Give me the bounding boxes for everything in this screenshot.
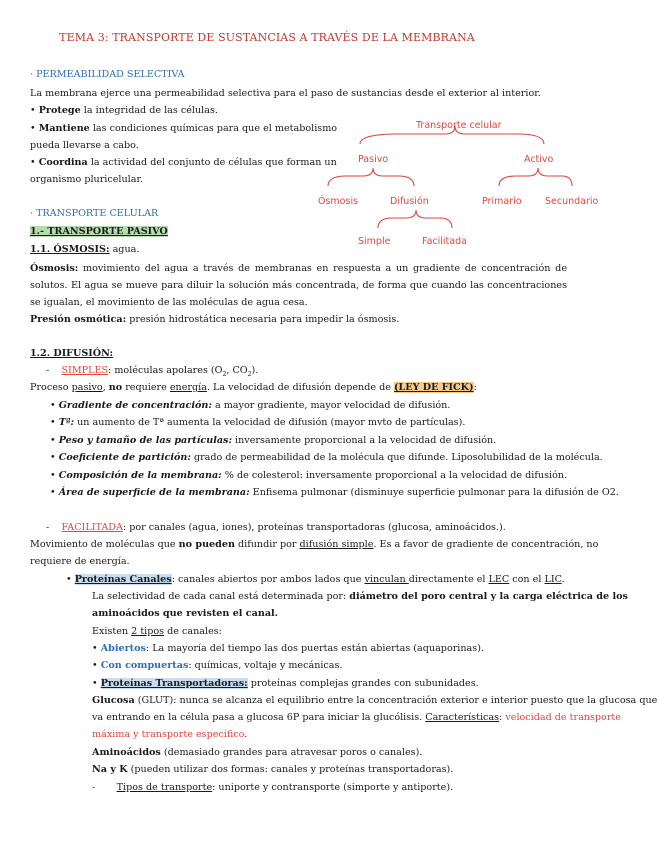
bullet-coordina-cont: organismo pluricelular. — [30, 174, 144, 185]
diagram-brace-difusion — [378, 210, 452, 228]
movimiento-line: Movimiento de moléculas que no pueden difundir por difusión simple. Es a favor de gradiente de concentración, no — [30, 539, 599, 550]
osmosis-subheading: 1.1. ÓSMOSIS: agua. — [30, 244, 140, 255]
bullet-mantiene: • Mantiene las condiciones químicas para que el metabolismo — [30, 123, 338, 134]
factor-area: • Área de superficie de la membrana: Enfisema pulmonar (disminuye superficie pulmonar para la difusión de O2. — [50, 487, 619, 498]
factor-peso: • Peso y tamaño de las partículas: inversamente proporcional a la velocidad de difusión. — [50, 435, 497, 446]
simples-line: - SIMPLES: moléculas apolares ($O_2$, $CO_2$). — [46, 365, 259, 378]
diagram-simple: Simple — [358, 236, 391, 247]
transporte-heading: · TRANSPORTE CELULAR — [30, 208, 159, 219]
diagram-pasivo: Pasivo — [358, 154, 389, 165]
movimiento-cont: requiere de energía. — [30, 556, 130, 567]
pasivo-heading: 1.- TRANSPORTE PASIVO — [30, 226, 168, 237]
diagram-root: Transporte celular — [416, 120, 502, 131]
glucosa-cont: va entrando en la célula pasa a glucosa 6P para iniciar la glucólisis. Características: velocidad de transporte — [92, 712, 621, 723]
diagram-activo: Activo — [524, 154, 554, 165]
factor-composicion: • Composición de la membrana: % de colesterol: inversamente proporcional a la velocidad de difusión. — [50, 470, 568, 481]
diagram-osmosis: Ósmosis — [318, 196, 359, 207]
glucosa-line: Glucosa (GLUT): nunca se alcanza el equilibrio entre la concentración exterior e interior puesto que la glucosa que — [92, 695, 657, 706]
diagram-primario: Primario — [482, 196, 522, 207]
diagram-brace-activo — [499, 168, 572, 186]
bullet-protege: • Protege la integridad de las células. — [30, 105, 218, 116]
proteinas-canales: • Proteínas Canales: canales abiertos por ambos lados que vinculan directamente el LEC con el LIC. — [66, 574, 565, 585]
glucosa-cont2: máxima y transporte específico. — [92, 729, 248, 740]
difusion-heading: 1.2. DIFUSIÓN: — [30, 348, 114, 359]
permeabilidad-intro: La membrana ejerce una permeabilidad selectiva para el paso de sustancias desde el exterior al interior. — [30, 88, 541, 99]
transporte-diagram — [318, 116, 599, 252]
selectividad-line: La selectividad de cada canal está determinada por: diámetro del poro central y la carga eléctrica de los — [92, 591, 628, 602]
diagram-difusion: Difusión — [390, 196, 429, 207]
aminoacidos-line: Aminoácidos (demasiado grandes para atravesar poros o canales). — [92, 747, 423, 758]
tipos-transporte: - Tipos de transporte: uniporte y contransporte (simporte y antiporte). — [92, 782, 454, 793]
bullet-mantiene-cont: pueda llevarse a cabo. — [30, 140, 139, 151]
facilitada-line: - FACILITADA: por canales (agua, iones), proteínas transportadoras (glucosa, aminoácidos.). — [46, 522, 506, 533]
diagram-facilitada: Facilitada — [422, 236, 467, 247]
diagram-secundario: Secundario — [545, 196, 599, 207]
presion-osmotica: Presión osmótica: presión hidrostática necesaria para impedir la ósmosis. — [30, 314, 400, 325]
factor-temperatura: • Tª: un aumento de Tª aumenta la velocidad de difusión (mayor mvto de partículas). — [50, 417, 466, 428]
factor-coeficiente: • Coeficiente de partición: grado de permeabilidad de la molécula que difunde. Liposolubilidad de la molécula. — [50, 452, 603, 463]
proceso-line: Proceso pasivo, no requiere energía. La velocidad de difusión depende de (LEY DE FICK): — [30, 382, 477, 393]
canal-abiertos: • Abiertos: La mayoría del tiempo las dos puertas están abiertas (aquaporinas). — [92, 643, 484, 654]
factor-gradiente: • Gradiente de concentración: a mayor gradiente, mayor velocidad de difusión. — [50, 400, 451, 411]
selectividad-cont: aminoácidos que revisten el canal. — [92, 608, 279, 619]
page-title: TEMA 3: TRANSPORTE DE SUSTANCIAS A TRAVÉS DE LA MEMBRANA — [59, 31, 475, 44]
canal-compuertas: • Con compuertas: químicas, voltaje y mecánicas. — [92, 660, 343, 671]
permeabilidad-heading: · PERMEABILIDAD SELECTIVA — [30, 69, 185, 80]
tipos-canales: Existen 2 tipos de canales: — [92, 626, 222, 637]
osmosis-definition: Ósmosis: movimiento del agua a través de membranas en respuesta a un gradiente de concentración de solutos. El agua se mueve para diluir la solución más concentrada, de forma que cuando las concentraciones se igualan, el movimiento de las moléculas de agua cesa. — [30, 263, 567, 308]
proteinas-transportadoras: • Proteínas Transportadoras: proteínas complejas grandes con subunidades. — [92, 678, 479, 689]
nak-line: Na y K (pueden utilizar dos formas: canales y proteínas transportadoras). — [92, 764, 454, 775]
diagram-brace-pasivo — [328, 168, 414, 186]
bullet-coordina: • Coordina la actividad del conjunto de células que forman un — [30, 157, 337, 168]
